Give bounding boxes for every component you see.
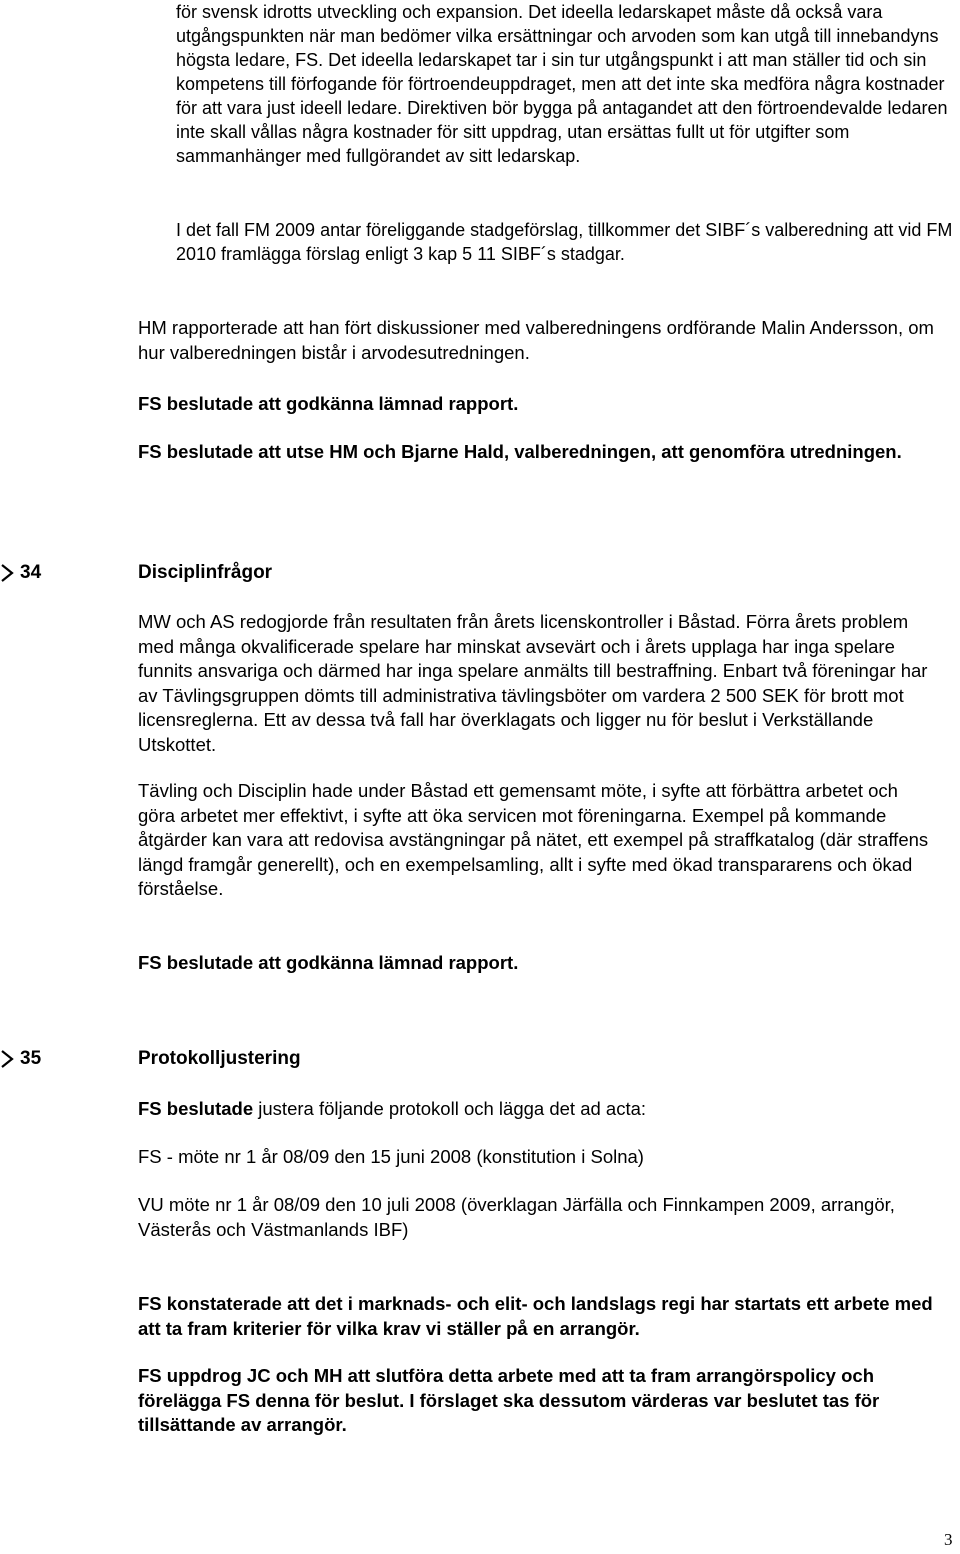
section-title: Disciplinfrågor <box>138 562 273 583</box>
protocol-intro-rest: justera följande protokoll och lägga det ad acta: <box>253 1098 647 1119</box>
discipline-paragraph-1: MW och AS redogjorde från resultaten från årets licenskontroller i Båstad. Förra årets problem med många okvalificerade spelare har minskat avsevärt och i årets upplaga har inga spelare funnits ansvariga och därmed har inga spelare anmälts till bestraffning. Enbart två föreningar har av Tävlingsgruppen dömts till administrativa tävlingsböter om vardera 2 500 SEK för brott mot licensreglerna. Ett av dessa två fall har överklagats och ligger nu för beslut i Verkställande Utskottet. <box>138 611 928 755</box>
section-heading-34 <box>0 561 940 589</box>
section-heading-35 <box>0 1047 940 1075</box>
decision-discipline-report: FS beslutade att godkänna lämnad rapport. <box>138 952 519 973</box>
page-number: 3 <box>944 1530 953 1549</box>
decision-appoint-investigation: FS beslutade att utse HM och Bjarne Hald, valberedningen, att genomföra utredningen. <box>138 441 902 462</box>
decision-organizer-policy: FS uppdrog JC och MH att slutföra detta arbete med att ta fram arrangörspolicy och förelägga FS denna för beslut. I förslaget ska dessutom värderas var beslutet tas för tillsättande av arrangör. <box>138 1365 880 1435</box>
decision-organizer-criteria: FS konstaterade att det i marknads- och elit- och landslags regi har startats ett arbete med att ta fram kriterier för vilka krav vi ställer på en arrangör. <box>138 1293 933 1339</box>
protocol-intro <box>138 1097 938 1122</box>
section-arrow-icon <box>0 1047 14 1071</box>
protocol-item-1: FS - möte nr 1 år 08/09 den 15 juni 2008 (konstitution i Solna) <box>138 1146 644 1167</box>
protocol-intro-bold: FS beslutade <box>138 1098 254 1119</box>
discipline-paragraph-2: Tävling och Disciplin hade under Båstad ett gemensamt möte, i syfte att förbättra arbetet och göra arbetet mer effektivt, i syfte att öka servicen mot föreningarna. Exempel på kommande åtgärder kan vara att redovisa avstängningar på nätet, ett exempel på straffkatalog (där straffens längd framgår generellt), och en exempelsamling, allt i syfte med ökad transpararens och ökad förståelse. <box>138 780 929 899</box>
report-paragraph: HM rapporterade att han fört diskussioner med valberedningens ordförande Malin Andersson, om hur valberedningen bistår i arvodesutredningen. <box>138 317 934 363</box>
decision-approve-report: FS beslutade att godkänna lämnad rapport. <box>138 393 519 414</box>
section-title: Protokolljustering <box>138 1048 301 1069</box>
protocol-item-2: VU möte nr 1 år 08/09 den 10 juli 2008 (överklagan Järfälla och Finnkampen 2009, arrangör, Västerås och Västmanlands IBF) <box>138 1194 895 1240</box>
section-number: 35 <box>20 1048 42 1069</box>
section-number: 34 <box>20 562 42 583</box>
quoted-paragraph-2: I det fall FM 2009 antar föreliggande stadgeförslag, tillkommer det SIBF´s valberedning att vid FM 2010 framlägga förslag enligt 3 kap 5 11 SIBF´s stadgar. <box>176 220 953 264</box>
quoted-paragraph-1: för svensk idrotts utveckling och expansion. Det ideella ledarskapet måste då också vara utgångspunkten när man bedömer vilka ersättningar och arvoden som kan utgå till innebandyns högsta ledare, FS. Det ideella ledarskapet tar i sin tur utgångspunkt i att man ställer tid och sin kompetens till förfogande för förtroendeuppdraget, men att det inte ska medföra några kostnader för att vara just ideell ledare. Direktiven bör bygga på antagandet att den förtroendevalde ledaren inte skall vållas några kostnader för sitt uppdrag, utan ersättas fullt ut för utgifter som sammanhänger med fullgörandet av sitt ledarskap. <box>176 2 948 166</box>
section-arrow-icon <box>0 561 14 585</box>
